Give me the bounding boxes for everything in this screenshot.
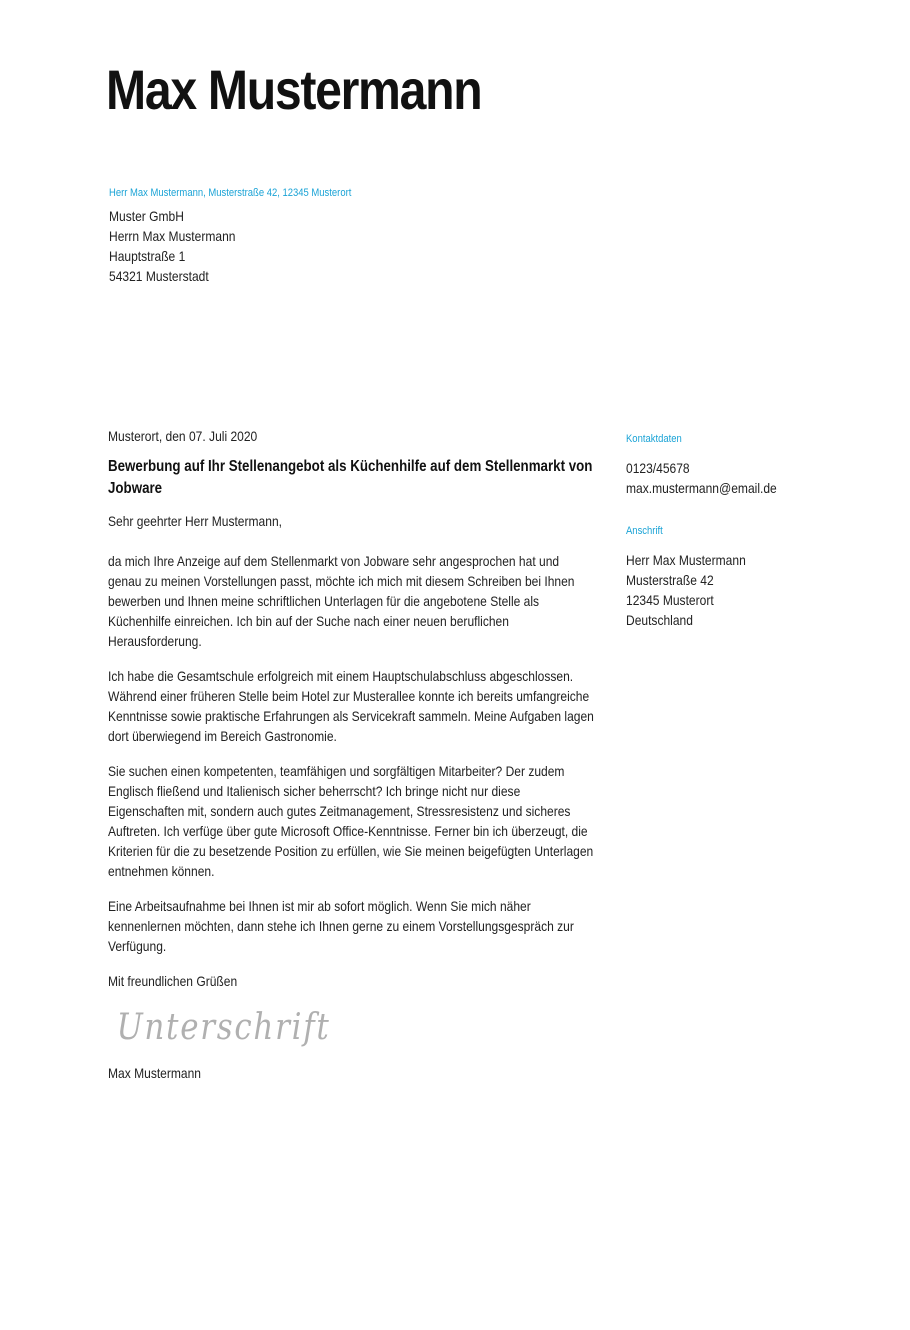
address-block bbox=[626, 524, 824, 630]
recipient-company: Muster GmbH bbox=[109, 208, 184, 224]
contact-heading: Kontaktdaten bbox=[626, 433, 682, 445]
phone-number: 0123/45678 bbox=[626, 460, 690, 476]
letter-subject: Bewerbung auf Ihr Stellenangebot als Küchenhilfe auf dem Stellenmarkt von Jobware bbox=[108, 458, 593, 497]
address-line: Deutschland bbox=[626, 612, 693, 628]
contact-block bbox=[626, 432, 824, 498]
recipient-contact: Herrn Max Mustermann bbox=[109, 228, 236, 244]
address-details bbox=[626, 550, 824, 630]
address-line: 12345 Musterort bbox=[626, 592, 714, 608]
letter-paragraph: da mich Ihre Anzeige auf dem Stellenmarkt von Jobware sehr angesprochen hat und genau zu meinen Vorstellungen passt, möchte ich mich mit diesem Schreiben bei Ihnen bewerben und Ihnen meine schriftlichen Unterlagen für die angebotene Stelle als Küchenhilfe einreichen. Ich bin auf der Suche nach einer neuen beruflichen Herausforderung. bbox=[108, 553, 575, 649]
applicant-name-title: Max Mustermann bbox=[106, 58, 482, 121]
recipient-city: 54321 Musterstadt bbox=[109, 268, 209, 284]
handwritten-signature bbox=[108, 991, 594, 1063]
email-address: max.mustermann@email.de bbox=[626, 480, 777, 496]
letter-date: Musterort, den 07. Juli 2020 bbox=[108, 428, 258, 444]
recipient-address bbox=[109, 206, 235, 286]
letter-body bbox=[108, 426, 594, 1083]
signature-text: Unterschrift bbox=[116, 1005, 331, 1048]
signer-name: Max Mustermann bbox=[108, 1065, 202, 1081]
address-line: Musterstraße 42 bbox=[626, 572, 714, 588]
letter-paragraph: Sie suchen einen kompetenten, teamfähigen und sorgfältigen Mitarbeiter? Der zudem Englisch fließend und Italienisch sicher beherrscht? Ich bringe nicht nur diese Eigenschaften mit, sondern auch gutes Zeitmanagement, Stressresistenz und sicheres Auftreten. Ich verfüge über gute Microsoft Office-Kenntnisse. Ferner bin ich überzeugt, die Kriterien für die zu besetzende Position zu erfüllen, wie Sie meinen beigefügten Unterlagen entnehmen können. bbox=[108, 763, 594, 879]
sidebar bbox=[626, 432, 824, 656]
recipient-street: Hauptstraße 1 bbox=[109, 248, 186, 264]
contact-details bbox=[626, 458, 824, 498]
letter-closing: Mit freundlichen Grüßen bbox=[108, 973, 238, 989]
letter-salutation: Sehr geehrter Herr Mustermann, bbox=[108, 513, 282, 529]
signature-image bbox=[117, 1001, 341, 1053]
sender-return-address: Herr Max Mustermann, Musterstraße 42, 12345 Musterort bbox=[109, 187, 352, 199]
letter-paragraph: Eine Arbeitsaufnahme bei Ihnen ist mir ab sofort möglich. Wenn Sie mich näher kennenlernen möchten, dann stehe ich Ihnen gerne zu einem Vorstellungsgespräch zur Verfügung. bbox=[108, 898, 574, 954]
address-heading: Anschrift bbox=[626, 525, 663, 537]
letter-paragraph: Ich habe die Gesamtschule erfolgreich mit einem Hauptschulabschluss abgeschlossen. Während einer früheren Stelle beim Hotel zur Musterallee konnte ich bereits umfangreiche Kenntnisse sowie praktische Erfahrungen als Servicekraft sammeln. Meine Aufgaben lagen dort überwiegend im Bereich Gastronomie. bbox=[108, 668, 594, 744]
address-line: Herr Max Mustermann bbox=[626, 552, 746, 568]
